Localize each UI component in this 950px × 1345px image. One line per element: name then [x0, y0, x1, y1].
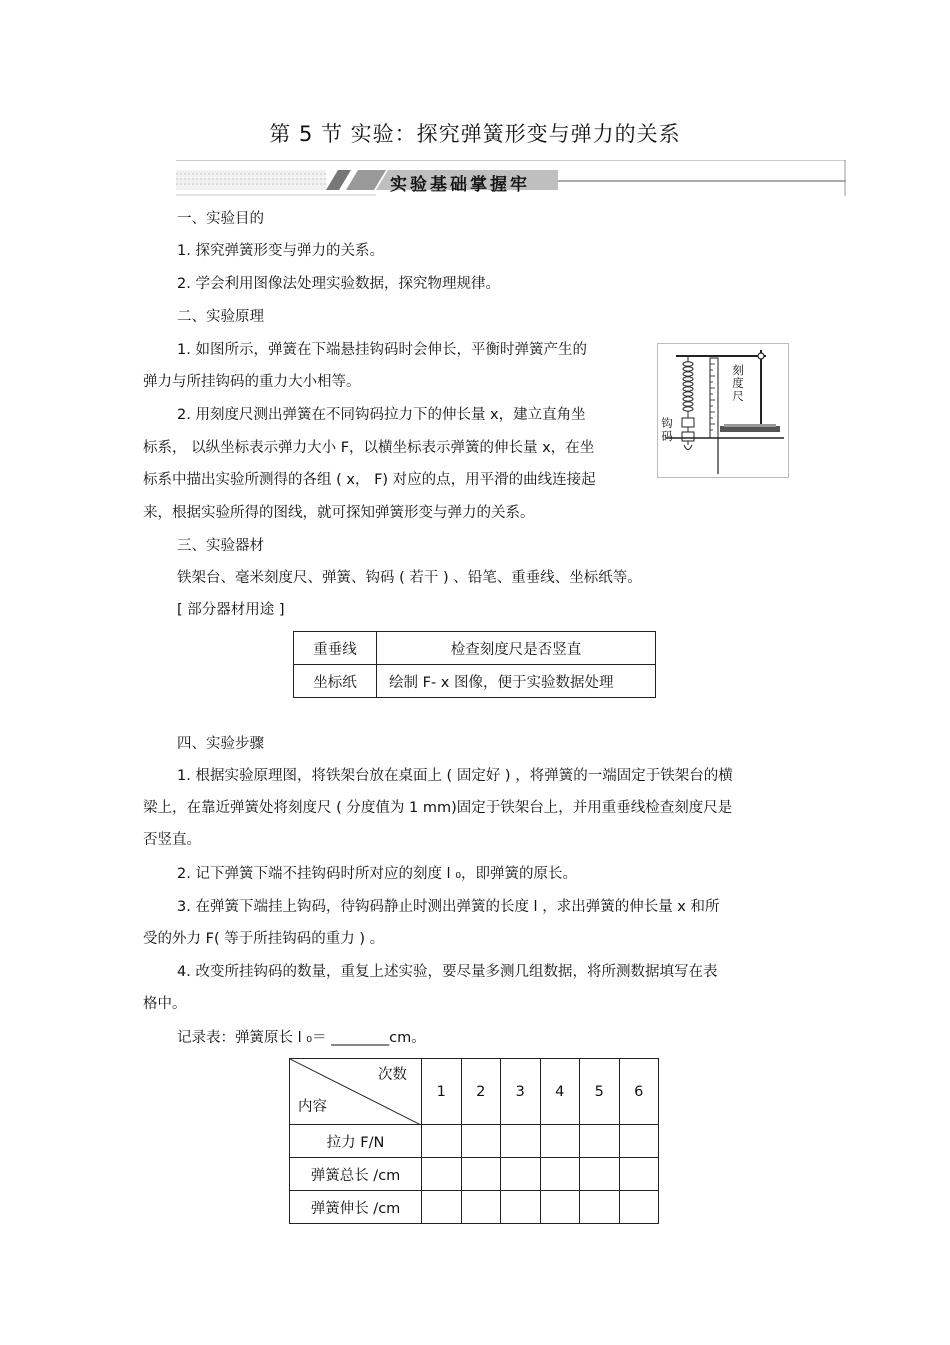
step-text: 2. 记下弹簧下端不挂钩码时所对应的刻度 l ₀，即弹簧的原长。 [177, 866, 578, 882]
section-heading: 二、实验原理 [177, 309, 264, 325]
data-cell [619, 1158, 659, 1191]
step-text: 受的外力 F( 等于所挂钩码的重力 ) 。 [143, 931, 385, 947]
data-cell [580, 1125, 620, 1158]
table-cell: 绘制 F- x 图像，便于实验数据处理 [377, 665, 656, 698]
banner-title: 实验基础掌握牢 [390, 175, 530, 195]
principle-text: 2. 用刻度尺测出弹簧在不同钩码拉力下的伸长量 x，建立直角坐 [177, 407, 586, 423]
page-title: 第 5 节 实验：探究弹簧形变与弹力的关系 [269, 122, 681, 146]
column-header: 3 [501, 1059, 541, 1125]
principle-text: 来，根据实验所得的图线，就可探知弹簧形变与弹力的关系。 [143, 505, 535, 521]
data-cell [580, 1191, 620, 1224]
step-text: 格中。 [143, 996, 187, 1012]
data-cell [461, 1158, 501, 1191]
data-cell [501, 1125, 541, 1158]
table-row [290, 1191, 659, 1224]
data-cell [540, 1191, 580, 1224]
table-cell: 重垂线 [294, 632, 377, 665]
section-heading: 三、实验器材 [177, 538, 264, 554]
data-cell [619, 1125, 659, 1158]
data-cell [540, 1158, 580, 1191]
row-header: 弹簧伸长 /cm [290, 1191, 422, 1224]
column-header: 6 [619, 1059, 659, 1125]
table-header-row [290, 1059, 659, 1125]
table-row [290, 1158, 659, 1191]
step-text: 1. 根据实验原理图，将铁架台放在桌面上 ( 固定好 ) ，将弹簧的一端固定于铁架台的横 [177, 768, 733, 784]
column-header: 2 [461, 1059, 501, 1125]
purpose-item: 2. 学会利用图像法处理实验数据，探究物理规律。 [177, 276, 500, 292]
record-table [289, 1058, 659, 1224]
data-cell [422, 1158, 462, 1191]
equipment-list: 铁架台、毫米刻度尺、弹簧、钩码 ( 若干 ) 、铅笔、重垂线、坐标纸等。 [177, 570, 642, 586]
table-cell: 检查刻度尺是否竖直 [377, 632, 656, 665]
data-cell [422, 1125, 462, 1158]
weight-label: 钩码 [661, 416, 673, 443]
record-label: 记录表：弹簧原长 l ₀＝ ________cm。 [177, 1030, 426, 1046]
table-row [294, 665, 656, 698]
header-corner-top: 次数 [378, 1067, 407, 1083]
principle-text: 标系， 以纵坐标表示弹力大小 F，以横坐标表示弹簧的伸长量 x，在坐 [143, 440, 595, 456]
equipment-subheading: [ 部分器材用途 ] [177, 602, 285, 618]
principle-text: 标系中描出实验所测得的各组 ( x， F) 对应的点，用平滑的曲线连接起 [143, 472, 596, 488]
step-text: 梁上，在靠近弹簧处将刻度尺 ( 分度值为 1 mm)固定于铁架台上，并用重垂线检查刻度尺是 [143, 800, 733, 816]
apparatus-figure [657, 343, 789, 478]
spring-apparatus-illustration [658, 344, 788, 477]
data-cell [501, 1191, 541, 1224]
purpose-item: 1. 探究弹簧形变与弹力的关系。 [177, 243, 384, 259]
row-header: 弹簧总长 /cm [290, 1158, 422, 1191]
equipment-usage-table [293, 631, 656, 698]
principle-text: 1. 如图所示，弹簧在下端悬挂钩码时会伸长，平衡时弹簧产生的 [177, 342, 587, 358]
table-row [294, 632, 656, 665]
data-cell [461, 1191, 501, 1224]
header-corner-bottom: 内容 [298, 1099, 327, 1115]
data-cell [461, 1125, 501, 1158]
column-header: 5 [580, 1059, 620, 1125]
column-header: 4 [540, 1059, 580, 1125]
principle-text: 弹力与所挂钩码的重力大小相等。 [143, 374, 361, 390]
row-header: 拉力 F/N [290, 1125, 422, 1158]
step-text: 4. 改变所挂钩码的数量，重复上述实验，要尽量多测几组数据，将所测数据填写在表 [177, 964, 718, 980]
step-text: 否竖直。 [143, 832, 201, 848]
data-cell [540, 1125, 580, 1158]
table-row [290, 1125, 659, 1158]
diagonal-header-cell [290, 1059, 422, 1125]
step-text: 3. 在弹簧下端挂上钩码，待钩码静止时测出弹簧的长度 l ，求出弹簧的伸长量 x 和所 [177, 899, 720, 915]
section-heading: 一、实验目的 [177, 211, 264, 227]
ruler-label: 刻度尺 [732, 363, 744, 403]
section-heading: 四、实验步骤 [177, 736, 264, 752]
data-cell [422, 1191, 462, 1224]
data-cell [619, 1191, 659, 1224]
column-header: 1 [422, 1059, 462, 1125]
data-cell [501, 1158, 541, 1191]
table-cell: 坐标纸 [294, 665, 377, 698]
data-cell [580, 1158, 620, 1191]
